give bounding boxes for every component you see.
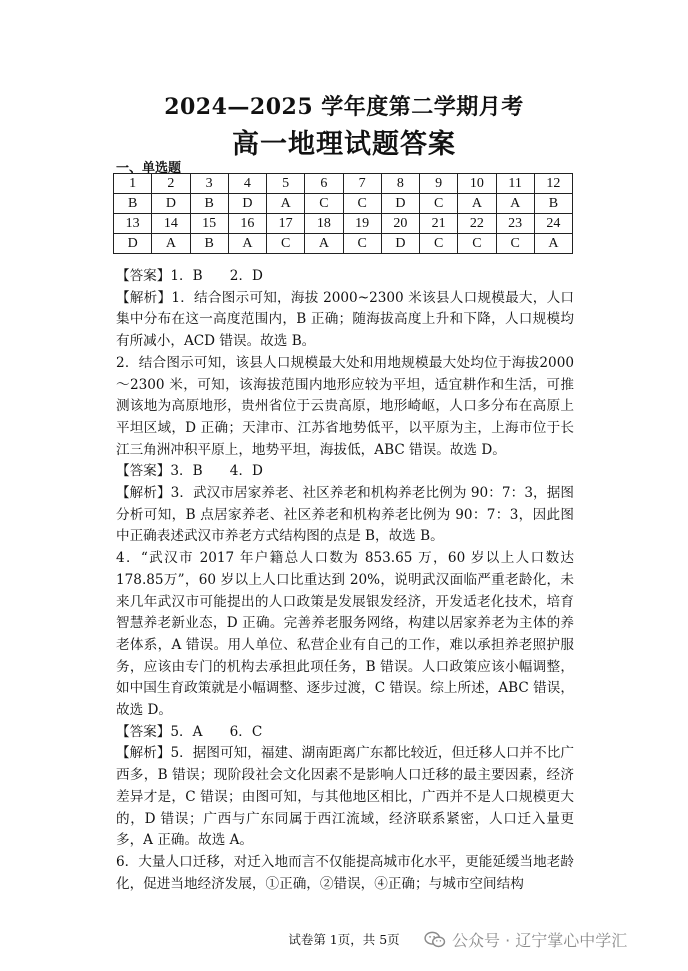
answer-cell: A: [267, 194, 305, 214]
answer-cell: C: [458, 234, 496, 254]
answer-table: [113, 173, 573, 254]
question-number-row: [114, 214, 573, 234]
question-number-cell: 17: [267, 214, 305, 234]
question-number-cell: 1: [114, 174, 152, 194]
question-number-cell: 3: [190, 174, 228, 194]
explanation-paragraph: 4．“武汉市 2017 年户籍总人口数为 853.65 万，60 岁以上人口数达 178.85万”，60 岁以上人口比重达到 20%，说明武汉面临严重老龄化，未来几年武汉市可能提出的人口政策是发展银发经济，开发适老化技术，培育智慧养老新业态，D 正确。完善养老服务网络，构建以居家养老为主体的养老体系，A 错误。用人单位、私营企业有自己的工作，难以承担养老照护服务，应该由专门的机构去承担此项任务，B 错误。人口政策应该小幅调整，如中国生育政策就是小幅调整、逐步过渡，C 错误。综上所述，ABC 错误，故选 D。: [116, 550, 574, 719]
question-number-cell: 18: [305, 214, 343, 234]
question-number-cell: 23: [496, 214, 534, 234]
question-number-cell: 4: [228, 174, 266, 194]
question-number-cell: 2: [152, 174, 190, 194]
explanation-paragraph: 【答案】5．A 6．C: [116, 723, 263, 740]
watermark: [424, 928, 627, 951]
explanation-paragraph: 【解析】1．结合图示可知，海拔 2000~2300 米该县人口规模最大，人口集中分布在这一高度范围内，B 正确；随海拔高度上升和下降，人口规模均有所减小，ACD 错误。故选 B。: [116, 289, 574, 350]
answer-row: [114, 234, 573, 254]
question-number-cell: 21: [420, 214, 458, 234]
question-number-cell: 11: [496, 174, 534, 194]
answer-cell: C: [420, 234, 458, 254]
explanation-body: [116, 266, 574, 895]
question-number-cell: 12: [534, 174, 572, 194]
answer-cell: B: [190, 194, 228, 214]
answer-cell: C: [496, 234, 534, 254]
question-number-cell: 5: [267, 174, 305, 194]
wechat-icon: [424, 931, 446, 949]
question-number-cell: 13: [114, 214, 152, 234]
explanation-paragraph: 6．大量人口迁移，对迁入地而言不仅能提高城市化水平，更能延缓当地老龄化，促进当地经济发展，①正确，②错误，④正确；与城市空间结构: [116, 853, 574, 892]
question-number-row: [114, 174, 573, 194]
answer-cell: A: [228, 234, 266, 254]
question-number-cell: 20: [381, 214, 419, 234]
section-heading: 一、单选题: [116, 161, 182, 176]
answer-row: [114, 194, 573, 214]
question-number-cell: 7: [343, 174, 381, 194]
question-number-cell: 9: [420, 174, 458, 194]
explanation-paragraph: 2．结合图示可知，该县人口规模最大处和用地规模最大处均位于海拔2000～2300 米，可知，该海拔范围内地形应较为平坦，适宜耕作和生活，可推测该地为高原地形，贵州省位于云贵高原，地形崎岖，人口多分布在高原上平坦区域，D 正确；天津市、江苏省地势低平，以平原为主，上海市位于长江三角洲冲积平原上，地势平坦，海拔低，ABC 错误。故选 D。: [116, 354, 574, 458]
answer-cell: A: [305, 234, 343, 254]
question-number-cell: 16: [228, 214, 266, 234]
page-number: 试卷第 1页，共 5页: [288, 932, 400, 947]
answer-cell: D: [381, 234, 419, 254]
question-number-cell: 15: [190, 214, 228, 234]
answer-cell: A: [534, 234, 572, 254]
answer-cell: B: [534, 194, 572, 214]
exam-subtitle: 高一地理试题答案: [232, 129, 456, 160]
question-number-cell: 8: [381, 174, 419, 194]
answer-cell: B: [114, 194, 152, 214]
answer-cell: A: [496, 194, 534, 214]
answer-cell: C: [305, 194, 343, 214]
answer-cell: C: [267, 234, 305, 254]
answer-cell: B: [190, 234, 228, 254]
explanation-paragraph: 【解析】5．据图可知，福建、湖南距离广东都比较近，但迁移人口并不比广西多，B 错误；现阶段社会文化因素不是影响人口迁移的最主要因素，经济差异才是，C 错误；由图可知，与其他地区相比，广西并不是人口规模更大的，D 错误；广西与广东同属于西江流域，经济联系紧密，人口迁入量更多，A 正确。故选 A。: [116, 745, 574, 849]
explanation-paragraph: 【答案】3．B 4．D: [116, 463, 263, 480]
question-number-cell: 6: [305, 174, 343, 194]
question-number-cell: 22: [458, 214, 496, 234]
answer-cell: D: [152, 194, 190, 214]
answer-cell: A: [152, 234, 190, 254]
answer-cell: C: [420, 194, 458, 214]
question-number-cell: 19: [343, 214, 381, 234]
answer-cell: C: [343, 194, 381, 214]
answer-cell: C: [343, 234, 381, 254]
question-number-cell: 10: [458, 174, 496, 194]
answer-cell: D: [381, 194, 419, 214]
answer-cell: A: [458, 194, 496, 214]
answer-cell: D: [114, 234, 152, 254]
explanation-paragraph: 【答案】1．B 2．D: [116, 268, 263, 284]
watermark-text: 公众号 · 辽宁掌心中学汇: [452, 931, 628, 950]
explanation-paragraph: 【解析】3．武汉市居家养老、社区养老和机构养老比例为 90：7：3，据图分析可知，B 点居家养老、社区养老和机构养老比例为 90：7：3，因此图中正确表述武汉市养老方式结构图的点是 B，故选 B。: [116, 485, 574, 545]
exam-title: 2024—2025 学年度第二学期月考: [164, 94, 524, 120]
question-number-cell: 24: [534, 214, 572, 234]
answer-cell: D: [228, 194, 266, 214]
question-number-cell: 14: [152, 214, 190, 234]
